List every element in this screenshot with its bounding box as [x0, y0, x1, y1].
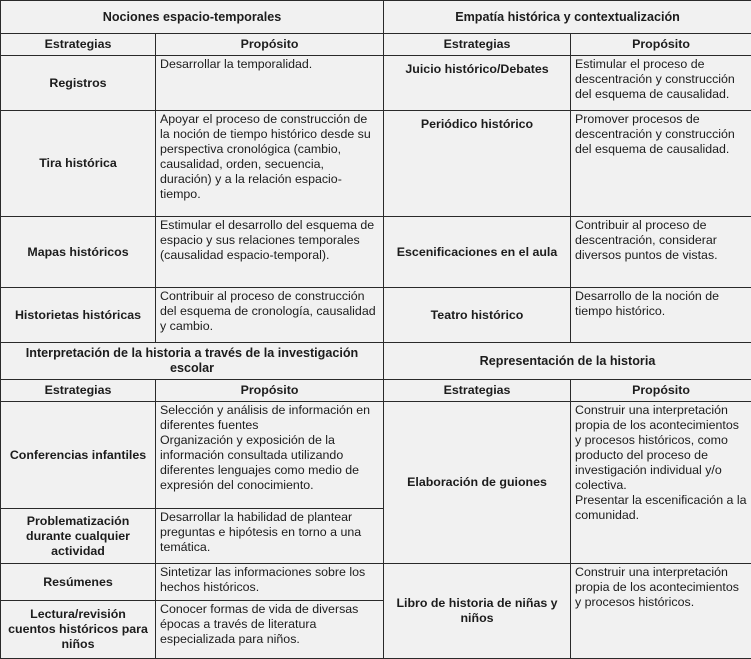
purpose-cell: Contribuir al proceso de descentración, considerar diversos puntos de vistas. [571, 217, 751, 288]
purpose-cell: Desarrollar la habilidad de plantear preguntas e hipótesis en torno a una temática. [156, 509, 384, 564]
column-header-purpose: Propósito [571, 34, 751, 56]
purpose-cell [571, 402, 751, 564]
strategy-cell: Elaboración de guiones [384, 402, 571, 564]
strategy-cell: Lectura/revisión cuentos históricos para niños [1, 601, 156, 659]
table-row [1, 288, 751, 343]
purpose-cell: Desarrollo de la noción de tiempo histórico. [571, 288, 751, 343]
strategy-cell: Libro de historia de niñas y niños [384, 564, 571, 659]
purpose-cell: Conocer formas de vida de diversas épocas a través de literatura especializada para niños. [156, 601, 384, 659]
column-header-strategies: Estrategias [1, 34, 156, 56]
strategy-cell: Registros [1, 56, 156, 111]
purpose-cell: Construir una interpretación propia de los acontecimientos y procesos históricos. [571, 564, 751, 659]
column-header-strategies: Estrategias [384, 34, 571, 56]
table-row [1, 111, 751, 217]
purpose-cell: Estimular el proceso de descentración y construcción del esquema de causalidad. [571, 56, 751, 111]
column-header-purpose: Propósito [156, 380, 384, 402]
strategy-cell: Juicio histórico/Debates [384, 56, 571, 111]
section-title-representacion: Representación de la historia [384, 343, 751, 380]
column-header-purpose: Propósito [571, 380, 751, 402]
section-title-nociones: Nociones espacio-temporales [1, 1, 384, 34]
purpose-paragraph: Presentar la escenificación a la comunidad. [575, 493, 747, 523]
strategy-cell: Escenificaciones en el aula [384, 217, 571, 288]
strategy-cell: Historietas históricas [1, 288, 156, 343]
purpose-cell: Contribuir al proceso de construcción del esquema de cronología, causalidad y cambio. [156, 288, 384, 343]
purpose-paragraph: Selección y análisis de información en diferentes fuentes [160, 403, 379, 433]
strategy-cell: Mapas históricos [1, 217, 156, 288]
column-header-strategies: Estrategias [1, 380, 156, 402]
table-row [1, 564, 751, 601]
purpose-cell [156, 402, 384, 509]
strategy-cell: Resúmenes [1, 564, 156, 601]
column-header-strategies: Estrategias [384, 380, 571, 402]
purpose-cell: Promover procesos de descentración y construcción del esquema de causalidad. [571, 111, 751, 217]
table-row [1, 56, 751, 111]
strategy-cell: Tira histórica [1, 111, 156, 217]
section-title-empatia: Empatía histórica y contextualización [384, 1, 751, 34]
purpose-cell: Estimular el desarrollo del esquema de espacio y sus relaciones temporales (causalidad espacio-temporal). [156, 217, 384, 288]
strategy-cell: Periódico histórico [384, 111, 571, 217]
table-row [1, 402, 751, 509]
strategy-cell: Conferencias infantiles [1, 402, 156, 509]
table-row [1, 217, 751, 288]
purpose-cell: Sintetizar las informaciones sobre los hechos históricos. [156, 564, 384, 601]
section-title-interpretacion: Interpretación de la historia a través de la investigación escolar [1, 343, 384, 380]
purpose-paragraph: Construir una interpretación propia de los acontecimientos y procesos históricos, como producto del proceso de investigación individual y/o colectiva. [575, 403, 747, 493]
strategy-cell: Problematización durante cualquier actividad [1, 509, 156, 564]
strategy-cell: Teatro histórico [384, 288, 571, 343]
purpose-cell: Apoyar el proceso de construcción de la noción de tiempo histórico desde su perspectiva cronológica (cambio, causalidad, orden, secuencia, duración) y a la relación espacio-tiempo. [156, 111, 384, 217]
purpose-paragraph: Organización y exposición de la información consultada utilizando diferentes lenguajes como medio de expresión del conocimiento. [160, 433, 379, 493]
purpose-cell: Desarrollar la temporalidad. [156, 56, 384, 111]
column-header-purpose: Propósito [156, 34, 384, 56]
